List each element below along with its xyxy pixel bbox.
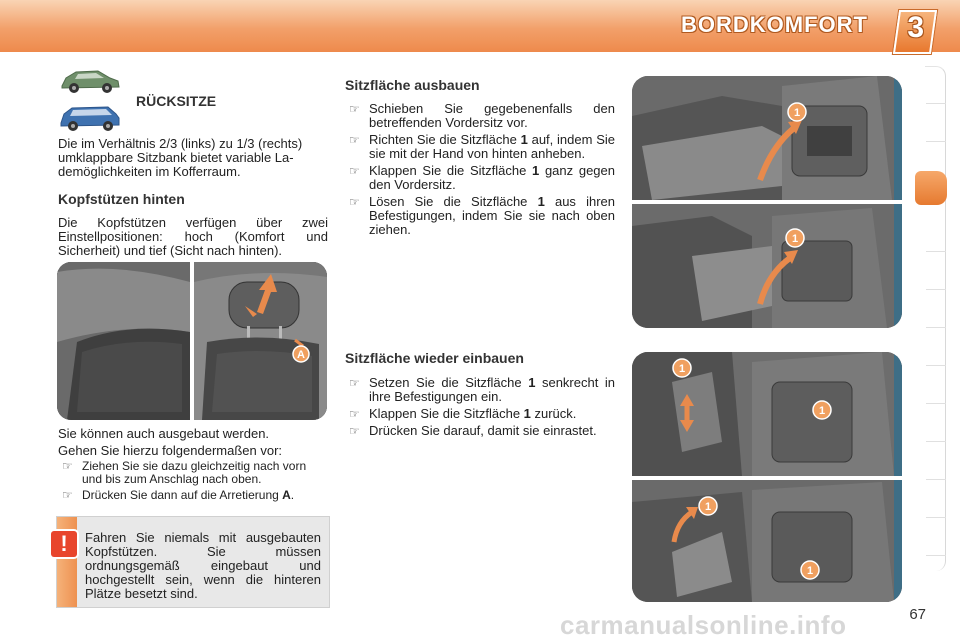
chapter-tab-1[interactable] — [926, 67, 946, 104]
pointer-hand-icon: ☞ — [349, 133, 360, 147]
heading-sitzflaeche-ausbauen: Sitzfläche ausbauen — [345, 77, 480, 93]
warning-exclamation-icon: ! — [51, 531, 77, 557]
chapter-tab-11[interactable] — [926, 481, 946, 518]
figure-label-1: 1 — [818, 405, 826, 417]
list-item: ☞ Setzen Sie die Sitzfläche 1 senkrecht in ihre Befestigungen ein. — [349, 375, 616, 404]
chapter-tab-strip — [925, 66, 946, 571]
kopfstuetzen-text: Die Kopfstützen verfügen über zwei Einstellpositionen: hoch (Komfort und Sicherheit) und tief (Sicht nach hinten). — [58, 215, 328, 258]
list-item: ☞ Lösen Sie die Sitzfläche 1 aus ihren Befestigungen, indem Sie sie nach oben ziehen. — [349, 194, 616, 237]
heading-kopfstuetzen: Kopfstützen hinten — [58, 191, 185, 207]
section-title-ruecksitze: RÜCKSITZE — [136, 93, 217, 109]
page-title: BORDKOMFORT — [681, 12, 868, 37]
figure-label-1: 1 — [793, 107, 801, 119]
list-item: ☞ Drücken Sie dann auf die Arretierung A. — [62, 488, 295, 502]
pointer-hand-icon: ☞ — [349, 376, 360, 390]
list-item: ☞ Klappen Sie die Sitzfläche 1 zurück. — [349, 406, 577, 421]
chapter-tab-5[interactable] — [926, 253, 946, 290]
headrest-figure — [57, 262, 327, 420]
gehen-text: Gehen Sie hierzu folgendermaßen vor: — [58, 443, 283, 458]
pointer-hand-icon: ☞ — [349, 164, 360, 178]
chapter-number: 3 — [907, 11, 924, 44]
warning-box — [56, 516, 330, 608]
station-wagon-car-icon — [58, 102, 122, 134]
pointer-hand-icon: ☞ — [62, 488, 73, 502]
list-item: ☞ Klappen Sie die Sitzfläche 1 ganz gegen den Vordersitz. — [349, 163, 615, 192]
list-item: ☞ Schieben Sie gegebenenfalls den betreffenden Vordersitz vor. — [349, 101, 615, 130]
pointer-hand-icon: ☞ — [349, 424, 360, 438]
intro-text: Die im Verhältnis 2/3 (links) zu 1/3 (rechts) umklappbare Sitzbank bietet variable Lademöglichkeiten im Kofferraum. — [58, 136, 303, 179]
figure-label-1: 1 — [678, 363, 686, 375]
chapter-tab-6[interactable] — [926, 291, 946, 328]
pointer-hand-icon: ☞ — [62, 459, 73, 473]
ausbauen-steps-list — [345, 102, 615, 240]
hatchback-car-icon — [58, 66, 122, 96]
chapter-tab-9[interactable] — [926, 405, 946, 442]
chapter-tab-3-active[interactable] — [915, 171, 947, 205]
einbauen-steps-list — [345, 376, 615, 441]
figure-label-1: 1 — [806, 565, 814, 577]
page-number: 67 — [909, 606, 926, 623]
figure-label-1: 1 — [704, 501, 712, 513]
chapter-tab-7[interactable] — [926, 329, 946, 366]
list-item: ☞ Richten Sie die Sitzfläche 1 auf, indem Sie sie mit der Hand von hinten anheben. — [349, 132, 615, 161]
pointer-hand-icon: ☞ — [349, 195, 360, 209]
list-item: ☞ Ziehen Sie sie dazu gleichzeitig nach vorn und bis zum Anschlag nach oben. — [62, 459, 307, 486]
chapter-tab-8[interactable] — [926, 367, 946, 404]
pointer-hand-icon: ☞ — [349, 102, 360, 116]
figure-label-a: A — [297, 349, 305, 361]
seat-refit-figure — [632, 352, 902, 602]
heading-sitzflaeche-einbauen: Sitzfläche wieder einbauen — [345, 350, 524, 366]
watermark: carmanualsonline.info — [560, 610, 847, 640]
ausgebaut-text: Sie können auch ausgebaut werden. — [58, 426, 270, 441]
headrest-steps-list — [58, 460, 328, 505]
chapter-tab-2[interactable] — [926, 105, 946, 142]
seat-removal-figure — [632, 76, 902, 328]
warning-text: Fahren Sie niemals mit ausgebauten Kopfstützen. Sie müssen ordnungsgemäß eingebaut und hochgestellt sein, wenn die hinteren Plätze besetzt sind. — [85, 530, 321, 601]
chapter-tab-10[interactable] — [926, 443, 946, 480]
chapter-tab-4[interactable] — [926, 215, 946, 252]
pointer-hand-icon: ☞ — [349, 407, 360, 421]
figure-label-1: 1 — [791, 233, 799, 245]
list-item: ☞ Drücken Sie darauf, damit sie einrastet. — [349, 423, 597, 438]
chapter-tab-12[interactable] — [926, 519, 946, 556]
